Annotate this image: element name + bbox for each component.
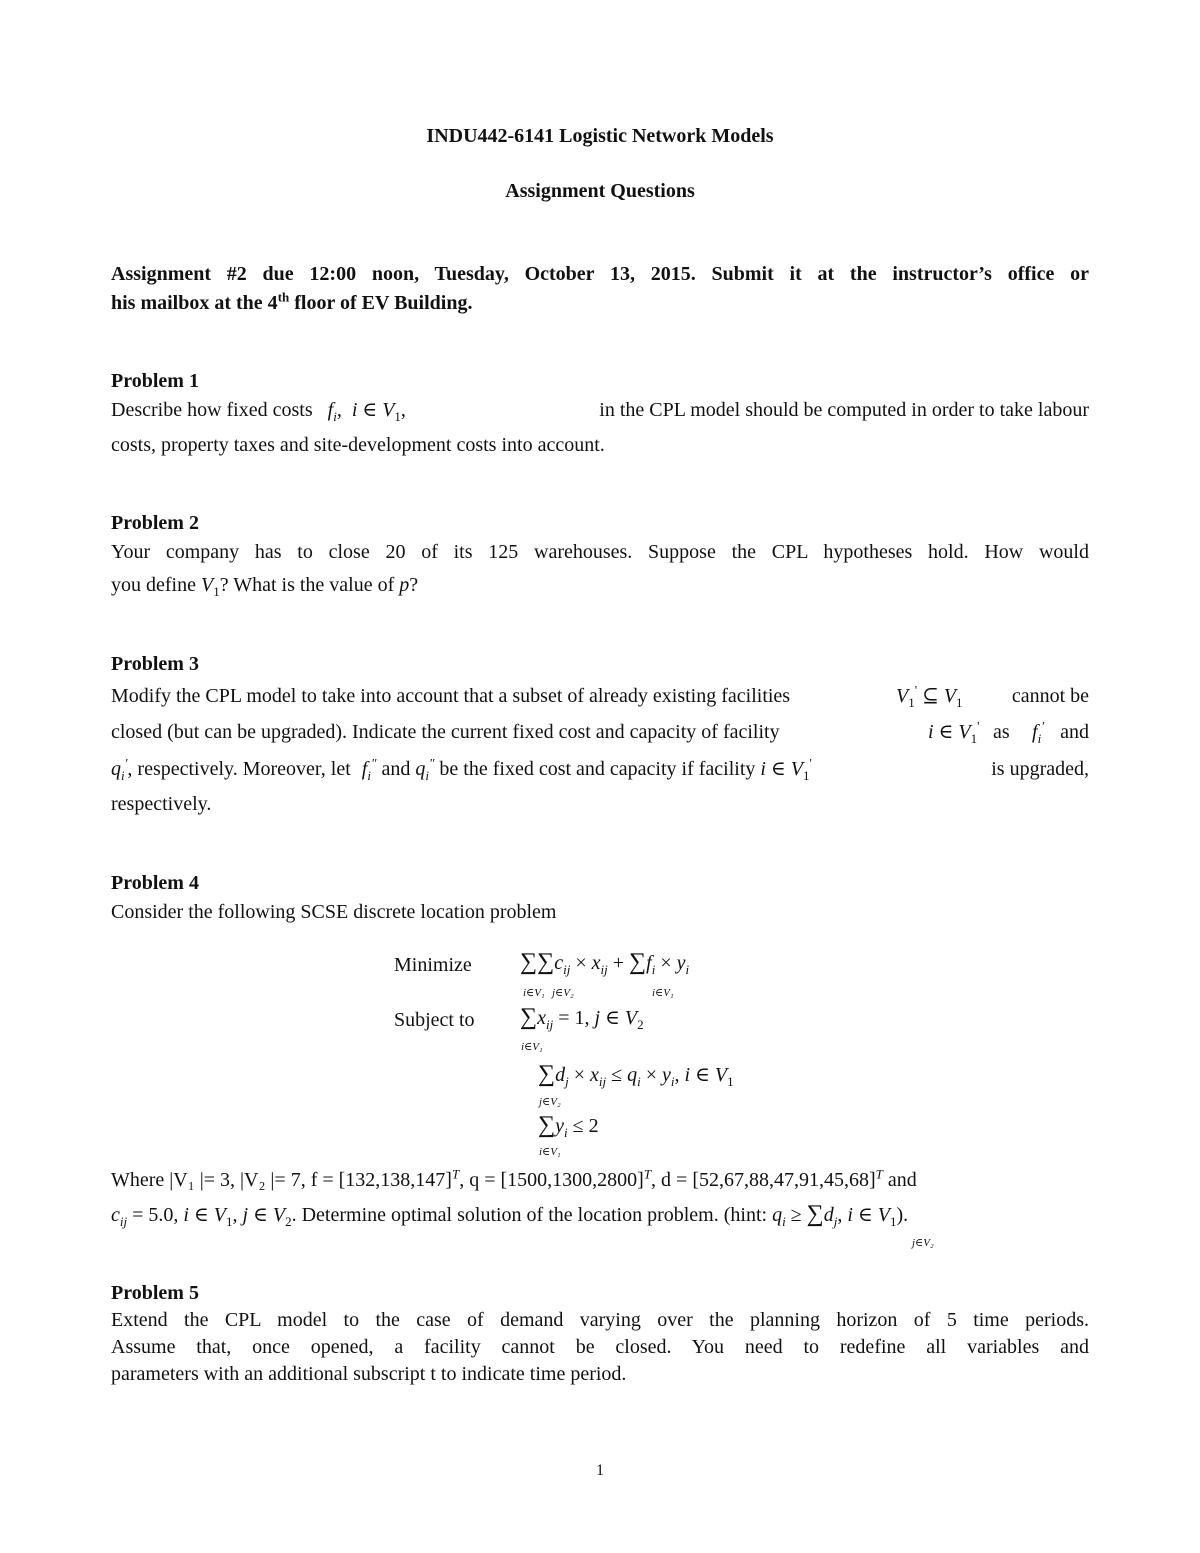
assignment-location-line: his mailbox at the 4th floor of EV Building. [111,289,473,314]
problem-5-line-3: parameters with an additional subscript t to indicate time period. [111,1363,627,1385]
constraint-assignment: $\sum x_{ij} = 1$, j ∈ $V_2$ [520,1004,644,1032]
problem-3-line-1: Modify the CPL model to take into account that a subset of already existing facilities $V_1'$ ⊆ $V_1$ cannot be [111,682,1089,710]
sum-limit-j-v2: j∈V₂ [912,1237,934,1249]
problem-1-heading: Problem 1 [111,370,199,392]
problem-5-line-1: Extend the CPL model to the case of demand varying over the planning horizon of 5 time periods. [111,1309,1089,1331]
sum-limit-i-v1: i∈V₁ [652,987,674,999]
minimize-label: Minimize [394,954,472,976]
sum-limit-i-v1: i∈V₁ [539,1146,561,1158]
assignment-subtitle: Assignment Questions [505,180,695,202]
assignment-due-line: Assignment #2 due 12:00 noon, Tuesday, October 13, 2015. Submit it at the instructor’s office or [111,263,1089,285]
problem-2-line-2: you define $V_1$? What is the value of p? [111,574,419,599]
problem-3-line-2: closed (but can be upgraded). Indicate the current fixed cost and capacity of facility i ∈ $V_1'$ as $f_i'$ and [111,718,1089,746]
subject-to-label: Subject to [394,1009,475,1031]
constraint-capacity: $\sum d_j \times x_{ij} \le q_i \times y_i$, i ∈ $V_1$ [538,1061,734,1089]
constraint-facility-count: $\sum y_i \le 2$ [538,1112,599,1140]
problem-3-line-4: respectively. [111,793,212,815]
problem-4-intro: Consider the following SCSE discrete location problem [111,901,557,923]
problem-2-line-1: Your company has to close 20 of its 125 warehouses. Suppose the CPL hypotheses hold. How would [111,541,1089,563]
sum-limit-j-v2: j∈V₂ [539,1096,561,1108]
problem-3-heading: Problem 3 [111,653,199,675]
problem-4-heading: Problem 4 [111,872,199,894]
problem-3-line-3: $q_i'$, respectively. Moreover, let $f_i^"$ and $q_i^"$ be the fixed cost and capacity if facility i ∈ $V_1'$ is upgraded, [111,755,1089,783]
problem-5-line-2: Assume that, once opened, a facility cannot be closed. You need to redefine all variables and [111,1336,1089,1358]
problem-4-cost-line: $c_{ij} = 5.0$, i ∈ $V_1$, j ∈ $V_2$. Determine optimal solution of the location problem. (hint: $q_i \ge \sum d_j$, i ∈ $V_1$). [111,1201,909,1229]
problem-1-line-1: Describe how fixed costs $f_i$, i ∈ $V_1$, in the CPL model should be computed in order to take labour [111,399,1089,424]
sum-limit-j-v2: j∈V₂ [552,987,574,999]
course-title: INDU442-6141 Logistic Network Models [426,125,774,147]
objective-formula: $\sum\sum c_{ij} \times x_{ij} + \sum f_i \times y_i$ [520,949,690,977]
problem-1-line-2: costs, property taxes and site-development costs into account. [111,434,605,456]
problem-5-heading: Problem 5 [111,1282,199,1304]
problem-4-where-line: Where |V₁ |= 3, |V₂ |= 7, $f = [132,138,147]^T$, $q = [1500,1300,2800]^T$, $d = [52,67,88,47,91,45,68]^T$ and [111,1166,917,1191]
page-number: 1 [596,1462,604,1479]
sum-limit-i-v1: i∈V₁ [521,1041,543,1053]
sum-limit-i-v1: i∈V₁ [523,987,545,999]
problem-2-heading: Problem 2 [111,512,199,534]
